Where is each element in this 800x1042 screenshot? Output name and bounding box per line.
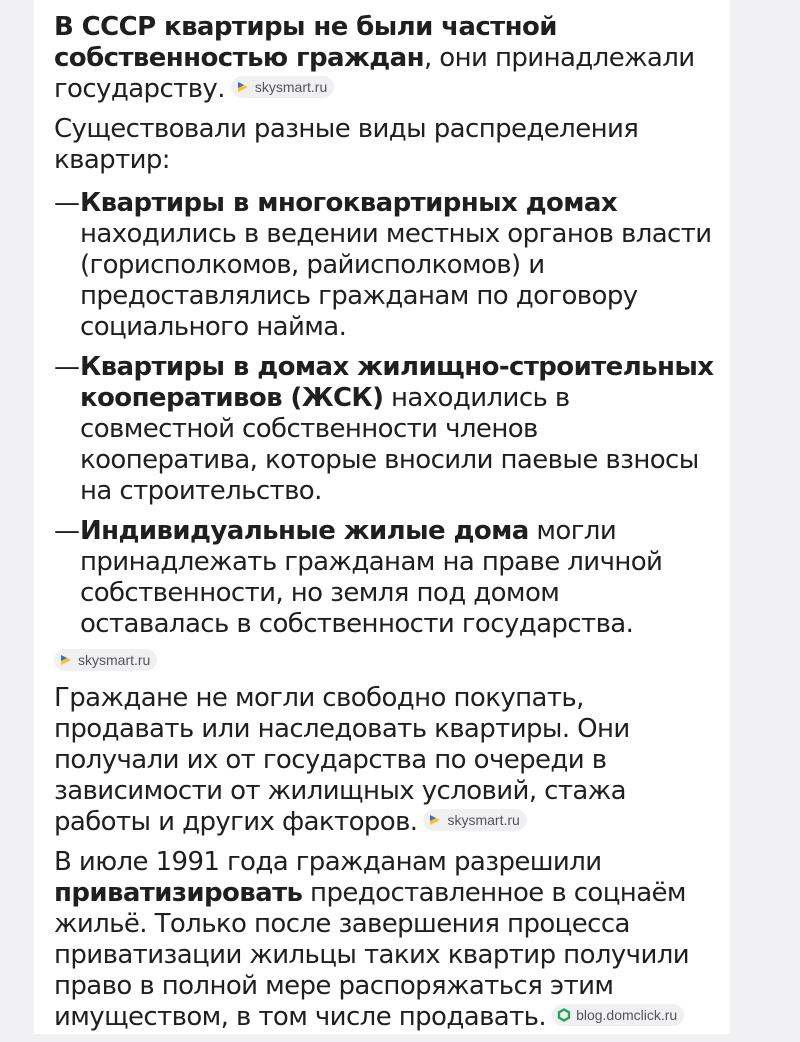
source-chip-label: skysmart.ru (447, 812, 520, 828)
source-chip-domclick[interactable] (552, 1004, 684, 1026)
paragraph-privatization (54, 847, 714, 1033)
list-item (54, 516, 714, 640)
list-dash: — (54, 352, 80, 382)
list-item-text: находились в совместной собственности членов кооператива, которые вносили паевые взносы на строительство. (80, 383, 699, 506)
list-source (54, 649, 714, 671)
distribution-list (54, 188, 714, 640)
paragraph-text: , они принадлежали государству. (54, 43, 695, 104)
source-chip-skysmart[interactable] (423, 809, 526, 831)
list-item-bold: Квартиры в многоквартирных домах (80, 188, 618, 218)
source-chip-skysmart[interactable] (231, 76, 334, 98)
list-item-text: могли принадлежать гражданам на праве личной собственности, но земля под домом оставалась в собственности государства. (80, 516, 663, 639)
paragraph-distribution-types (54, 114, 714, 176)
paragraph-text: Существовали разные виды распределения квартир: (54, 114, 639, 175)
paragraph-text: предоставленное в соцнаём жильё. Только после завершения процесса приватизации жильцы таких квартир получили право в полной мере распоряжаться этим имуществом, в том числе продавать. (54, 878, 690, 1032)
paragraph-bold: В СССР квартиры не были частной собственностью граждан (54, 12, 557, 73)
paragraph-citizens-restrictions (54, 683, 714, 838)
paragraph-text: В июле 1991 года гражданам разрешили (54, 847, 602, 877)
domclick-ring-icon (557, 1008, 571, 1022)
skysmart-play-icon (236, 80, 250, 94)
list-item-bold: Индивидуальные жилые дома (80, 516, 529, 546)
skysmart-play-icon (428, 813, 442, 827)
answer-content (54, 12, 714, 1042)
list-item-bold: Квартиры в домах жилищно-строительных кооперативов (ЖСК) (80, 352, 714, 413)
source-chip-label: blog.domclick.ru (576, 1007, 678, 1023)
paragraph-bold: приватизировать (54, 878, 303, 908)
source-chip-label: skysmart.ru (78, 652, 151, 668)
list-item-text: находились в ведении местных органов власти (горисполкомов, райисполкомов) и предоставлялись гражданам по договору социального найма. (80, 219, 712, 342)
source-chip-skysmart[interactable] (54, 649, 157, 671)
paragraph-text: Граждане не могли свободно покупать, продавать или наследовать квартиры. Они получали их от государства по очереди в зависимости от жилищных условий, стажа работы и других факторов. (54, 683, 630, 837)
list-dash: — (54, 516, 80, 546)
source-chip-label: skysmart.ru (254, 79, 328, 95)
paragraph-ussr-ownership (54, 12, 714, 105)
answer-card (34, 0, 730, 1034)
list-item (54, 352, 714, 507)
list-item (54, 188, 714, 343)
list-dash: — (54, 188, 80, 218)
skysmart-play-icon (59, 653, 73, 667)
